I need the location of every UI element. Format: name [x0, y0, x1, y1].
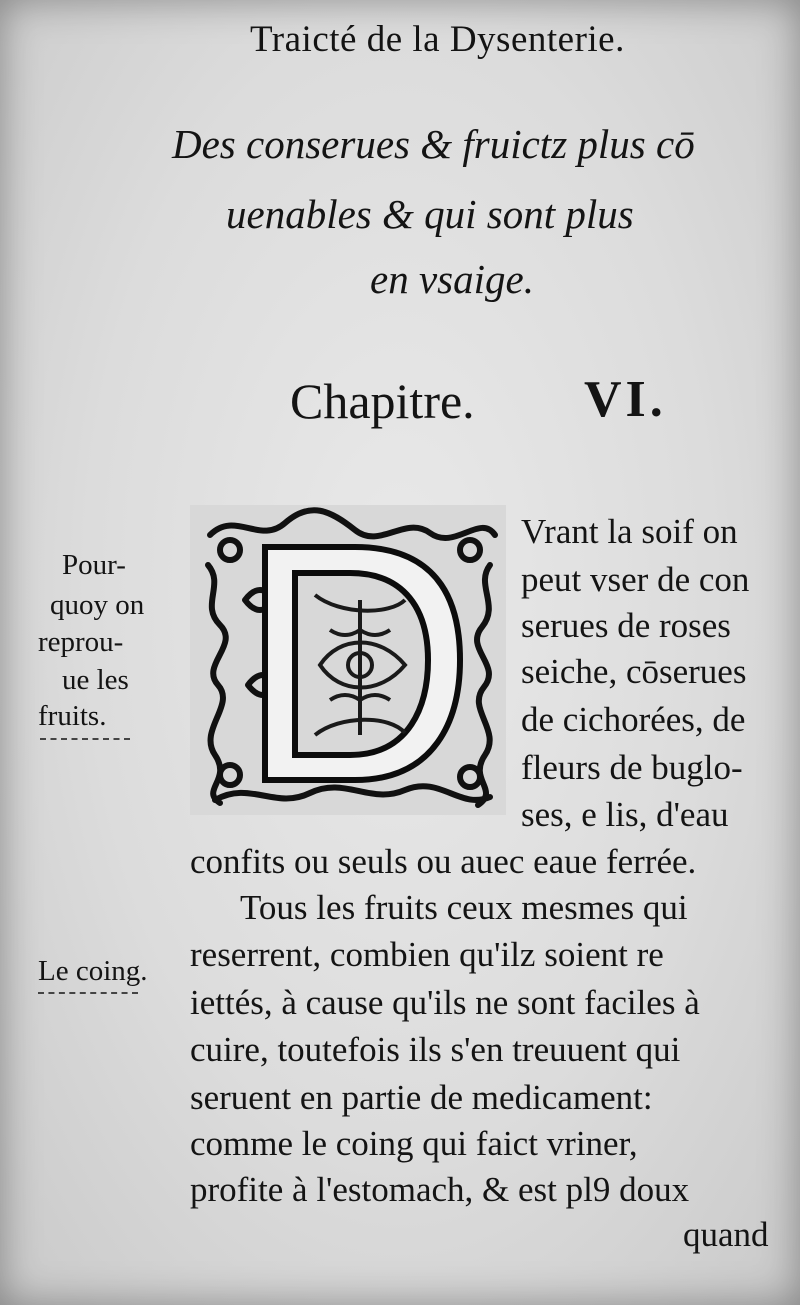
body-line: Vrant la soif on [521, 512, 738, 551]
running-head: Traicté de la Dysenterie. [250, 19, 625, 60]
body-line: Tous les fruits ceux mesmes qui [240, 888, 688, 927]
body-line: de cichorées, de [521, 700, 746, 739]
margin-note-line: Pour- [62, 549, 126, 581]
margin-note-line: ue les [62, 664, 129, 696]
margin-note-line: fruits. [38, 700, 107, 732]
body-line: ses, e lis, d'eau [521, 795, 729, 834]
body-line: seruent en partie de medicament: [190, 1078, 653, 1117]
section-title-line-2: uenables & qui sont plus [226, 191, 634, 237]
section-title-line-3: en vsaige. [370, 256, 534, 302]
margin-note-coing: Le coing. [38, 955, 148, 987]
chapter-label: Chapitre. [290, 373, 475, 429]
body-line: cuire, toutefois ils s'en treuuent qui [190, 1030, 681, 1069]
body-line: seiche, cōserues [521, 652, 747, 691]
margin-note-line: reprou- [38, 626, 124, 658]
body-line: iettés, à cause qu'ils ne sont faciles à [190, 983, 700, 1022]
body-line: reserrent, combien qu'ilz soient re [190, 935, 664, 974]
margin-note-underline [38, 992, 138, 994]
body-line: quand [683, 1215, 769, 1254]
section-title-line-1: Des conserues & fruictz plus cō [172, 121, 695, 167]
body-line: comme le coing qui faict vriner, [190, 1124, 638, 1163]
body-line: confits ou seuls ou auec eaue ferrée. [190, 842, 697, 881]
body-line: serues de roses [521, 606, 731, 645]
decorated-initial-d [190, 505, 506, 815]
body-line: profite à l'estomach, & est pl9 doux [190, 1170, 690, 1209]
margin-note-line: quoy on [50, 589, 145, 621]
margin-note-underline [40, 738, 130, 740]
body-line: fleurs de buglo- [521, 748, 743, 787]
chapter-number: VI. [584, 371, 667, 428]
body-line: peut vser de con [521, 560, 750, 599]
